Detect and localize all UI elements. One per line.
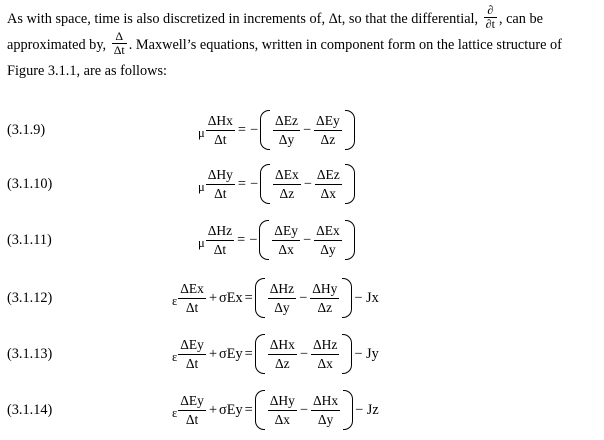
minus-sign: − <box>249 121 259 138</box>
equation-label: (3.1.14) <box>7 402 53 418</box>
denominator: Δx <box>320 185 336 201</box>
term1-fraction <box>268 281 296 316</box>
paragraph-line-1 <box>7 3 597 32</box>
equation-row <box>0 388 604 432</box>
term2-fraction <box>310 281 339 316</box>
denominator: Δz <box>320 131 336 147</box>
numerator: ΔEy <box>178 337 206 355</box>
sigma-term: σEy <box>219 401 243 418</box>
denominator: Δy <box>320 241 336 257</box>
fraction-numerator: Δ <box>112 30 127 44</box>
equals-sign: = <box>244 345 253 362</box>
denominator: Δy <box>317 411 334 427</box>
equation-row <box>0 332 604 376</box>
coefficient-symbol: ε <box>172 349 178 364</box>
equation-row <box>0 162 604 206</box>
equation-label: (3.1.12) <box>7 290 53 306</box>
paragraph-line-3: Figure 3.1.1, are as follows: <box>7 63 168 79</box>
equals-sign: = <box>244 289 253 306</box>
numerator: ΔHx <box>206 113 235 131</box>
text-span: As with space, time is also discretized in increments of, <box>7 11 326 27</box>
sigma-term: σEx <box>219 289 243 306</box>
term2-fraction <box>314 113 342 148</box>
left-paren <box>255 334 265 374</box>
numerator: ΔHy <box>310 281 339 299</box>
term1-fraction <box>268 337 297 372</box>
coefficient-symbol: ε <box>172 293 178 308</box>
numerator: ΔHz <box>206 223 234 241</box>
lhs-fraction <box>178 393 206 428</box>
equals-sign: = <box>237 121 246 138</box>
numerator: ΔEy <box>178 393 206 411</box>
denominator: Δt <box>214 185 227 201</box>
equation-row <box>0 108 604 152</box>
paragraph-line-2 <box>7 29 597 58</box>
term2-fraction <box>311 337 339 372</box>
numerator: ΔEx <box>273 167 301 185</box>
minus-sign: − <box>299 401 308 418</box>
right-paren <box>345 110 355 150</box>
coefficient-symbol: ε <box>172 405 178 420</box>
numerator: ΔHx <box>268 337 297 355</box>
numerator: ΔHy <box>268 393 297 411</box>
denominator: Δt <box>185 355 199 371</box>
fraction-denominator: Δt <box>113 43 125 58</box>
term1-fraction <box>273 113 300 148</box>
equation-label: (3.1.10) <box>7 176 53 192</box>
denominator: Δt <box>214 131 227 147</box>
lhs-fraction <box>206 223 234 258</box>
equation <box>198 108 355 152</box>
numerator: ΔEx <box>314 223 342 241</box>
text-span: approximated by, <box>7 37 107 53</box>
left-paren <box>260 110 270 150</box>
equation-label: (3.1.9) <box>7 122 46 138</box>
plus-sign: + <box>208 289 218 306</box>
lhs-fraction <box>206 113 235 148</box>
fraction-denominator: ∂t <box>485 17 495 32</box>
partial-derivative-fraction <box>484 4 497 31</box>
text-span: , so that the differential, <box>341 11 479 27</box>
denominator: Δx <box>274 411 290 427</box>
numerator: ΔEz <box>315 167 342 185</box>
numerator: ΔEx <box>178 281 206 299</box>
fraction-numerator: ∂ <box>484 4 497 18</box>
term1-fraction <box>272 223 300 258</box>
term2-fraction <box>314 223 342 258</box>
denominator: Δt <box>185 299 199 315</box>
left-paren <box>255 278 265 318</box>
numerator: ΔHy <box>206 167 235 185</box>
equation <box>198 162 355 206</box>
coefficient-symbol: μ <box>198 179 205 194</box>
right-paren <box>345 220 355 260</box>
equation <box>172 332 381 376</box>
sigma-term: σEy <box>219 345 243 362</box>
equals-sign: = <box>237 231 246 248</box>
denominator: Δz <box>274 355 290 371</box>
minus-sign: − <box>299 289 308 306</box>
equation-label: (3.1.13) <box>7 346 53 362</box>
minus-sign: − <box>303 175 312 192</box>
numerator: ΔHz <box>268 281 296 299</box>
equation <box>198 218 355 262</box>
coefficient-symbol: μ <box>198 125 205 140</box>
left-paren <box>255 390 265 430</box>
intro-paragraph <box>7 3 597 84</box>
coefficient-symbol: μ <box>198 235 205 250</box>
term1-fraction <box>273 167 301 202</box>
minus-sign: − <box>302 231 312 248</box>
denominator: Δt <box>213 241 227 257</box>
lhs-fraction <box>178 281 206 316</box>
denominator: Δt <box>185 411 199 427</box>
minus-sign: − <box>299 345 308 362</box>
numerator: ΔHz <box>311 337 339 355</box>
minus-sign: − <box>249 231 258 248</box>
right-paren <box>343 390 353 430</box>
minus-sign: − <box>249 175 259 192</box>
denominator: Δx <box>317 355 333 371</box>
right-paren <box>345 164 355 204</box>
numerator: ΔEz <box>273 113 300 131</box>
lhs-fraction <box>178 337 206 372</box>
equals-sign: = <box>244 401 253 418</box>
right-paren <box>342 334 352 374</box>
denominator: Δy <box>278 131 295 147</box>
left-paren <box>260 164 270 204</box>
current-term: − Jx <box>354 289 379 306</box>
equation-row <box>0 276 604 320</box>
equation <box>172 276 381 320</box>
numerator: ΔHx <box>311 393 340 411</box>
equals-sign: = <box>237 175 246 192</box>
left-paren <box>259 220 269 260</box>
delta-fraction <box>112 30 127 57</box>
lhs-fraction <box>206 167 235 202</box>
plus-sign: + <box>208 401 218 418</box>
denominator: Δy <box>274 299 290 315</box>
plus-sign: + <box>208 345 218 362</box>
equation <box>172 388 381 432</box>
text-span: . Maxwell’s equations, written in component form on the lattice structure of <box>128 37 562 53</box>
numerator: ΔEy <box>314 113 342 131</box>
current-term: − Jz <box>355 401 379 418</box>
term2-fraction <box>315 167 342 202</box>
text-span: , can be <box>498 11 543 27</box>
right-paren <box>342 278 352 318</box>
delta-t-symbol: Δt <box>328 11 342 27</box>
term2-fraction <box>311 393 340 428</box>
minus-sign: − <box>302 121 312 138</box>
current-term: − Jy <box>354 345 379 362</box>
denominator: Δz <box>317 299 333 315</box>
term1-fraction <box>268 393 297 428</box>
equation-label: (3.1.11) <box>7 232 52 248</box>
numerator: ΔEy <box>272 223 300 241</box>
denominator: Δz <box>279 185 295 201</box>
equation-row <box>0 218 604 262</box>
denominator: Δx <box>278 241 294 257</box>
